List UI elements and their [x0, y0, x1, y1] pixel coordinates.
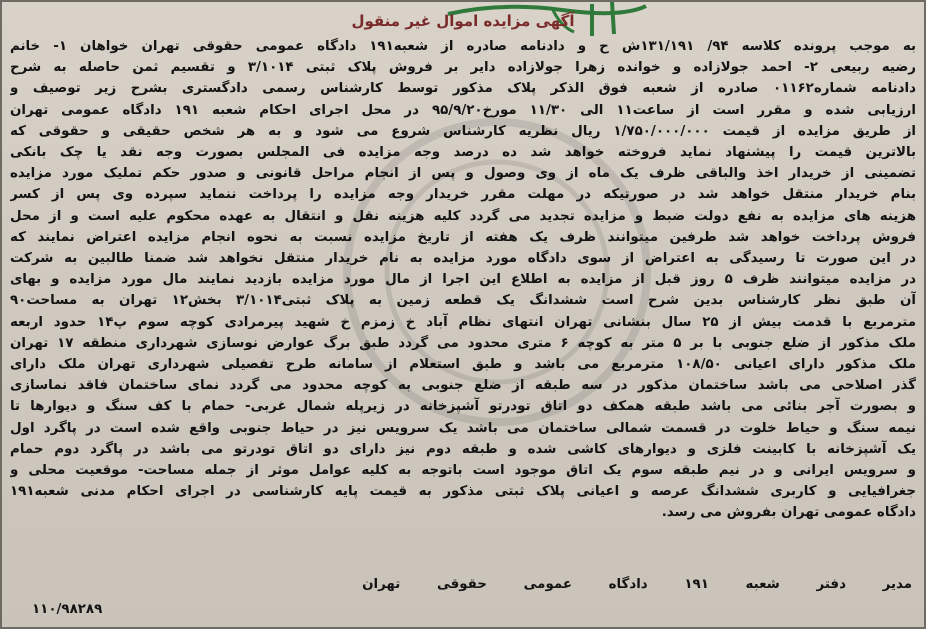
- notice-body: [10, 36, 916, 524]
- body-line: در مزایده میتوانند ظرف ۵ روز قبل از مزایده به اطلاع این اجرا از مال مورد مزایده بازدید نمایند مال مورد مزایده و بهای: [10, 272, 916, 288]
- body-line: هزینه های مزایده به نفع دولت ضبط و مزایده تجدید می گردد کلیه هزینه نقل و انتقال به عهده محکوم علیه است و از محل: [10, 208, 916, 224]
- notice-title: آگهی مزایده اموال غیر منقول: [351, 12, 575, 30]
- body-line: ملک مذکور دارای اعیانی ۱۰۸/۵۰ مترمربع می باشد و طبق استعلام از سامانه طرح تفصیلی شهرداری تهران ملک دارای: [10, 357, 916, 373]
- signature-line: [362, 577, 912, 592]
- signature-word: تهران: [362, 577, 401, 592]
- body-line: رضیه ربیعی ۲- احمد جولازاده و خوانده زهرا جولازاده دایر بر فروش پلاک ثبتی ۳/۱۰۱۴ و تقسیم ثمن حاصله به شرح: [10, 60, 916, 76]
- signature-word: ۱۹۱: [684, 577, 709, 592]
- reference-number: ۱۱۰/۹۸۲۸۹: [32, 602, 103, 617]
- body-line: نیمه سنگ و حیاط خلوت در قسمت شمالی ساختمان می باشد یک سرویس نیز در حیاط جنوبی واقع شده است در پاگرد اول: [10, 420, 916, 436]
- body-line: در این صورت تا رسیدگی به اعتراض از سوی دادگاه مورد مزایده به نام خریدار منتقل نخواهد شد ضمنا طالبین به شرکت: [10, 251, 916, 267]
- signature-word: حقوقی: [436, 577, 487, 592]
- body-line: آن طبق نظر کارشناس بدین شرح است ششدانگ یک قطعه زمین به پلاک ثبتی۳/۱۰۱۴ بخش۱۲ تهران به مساحت۹۰: [10, 293, 916, 309]
- body-line: به موجب پرونده کلاسه ۹۴/ ۱۳۱/۱۹۱ش ح و دادنامه صادره از شعبه۱۹۱ دادگاه عمومی حقوقی تهران خواهان ۱- خانم: [10, 39, 916, 54]
- body-line: جغرافیایی و کاربری ششدانگ عرصه و اعیانی پلاک ثبتی مذکور به قیمت پایه کارشناسی در اجرای احکام مدنی شعبه۱۹۱: [10, 484, 916, 500]
- body-line: مترمربع با قدمت بیش از ۲۵ سال بنشانی تهران انتهای نظام آباد خ زمزم خ شهید پیرمرادی کوچه سوم پ۱۴ حدود اربعه: [10, 314, 916, 330]
- body-line: ملک مذکور از ضلع جنوبی با بر ۵ متر به کوچه ۶ متری محدود می گردد طبق برگ عوارض نوسازی شهرداری منطقه ۱۷ تهران: [10, 335, 916, 351]
- body-line: یک آشپزخانه با کابینت فلزی و دیوارهای کاشی شده و طبقه دوم نیز دارای دو اتاق تودرتو می باشد در پاگرد دوم حمام: [10, 441, 916, 457]
- body-line: ارزیابی شده و مقرر است از ساعت۱۱ الی ۱۱/۳۰ مورخ۹۵/۹/۲۰ در محل اجرای احکام شعبه ۱۹۱ دادگاه عمومی تهران: [10, 102, 916, 118]
- body-line: بنام خریدار منتقل خواهد شد در صورتیکه در مهلت مقرر خریدار وجه مزایده را پرداخت ننماید سپرده وی پس از کسر: [10, 187, 916, 203]
- body-line: دادگاه عمومی تهران بفروش می رسد.: [661, 505, 916, 521]
- body-line: تضمینی از خریدار اخذ والباقی ظرف یک ماه از وی وصول و پس از انجام مراحل قانونی و صدور حکم تملیک مورد مزایده: [10, 166, 916, 182]
- body-line: و سرویس ایرانی و در نیم طبقه سوم یک اتاق موجود است باتوجه به کلیه عوامل موثر از جمله مساحت- موقعیت محلی و: [10, 463, 916, 479]
- signature-word: مدیر: [882, 577, 912, 592]
- body-line: فروش پرداخت خواهد شد طرفین میتوانند ظرف یک هفته از تاریخ مزایده نسبت به نحوه انجام مزایده اعتراض نمایند که: [10, 229, 916, 245]
- signature-word: دادگاه: [608, 577, 648, 592]
- body-line: از طریق مزایده از قیمت ۱/۷۵۰/۰۰۰/۰۰۰ ریال نظریه کارشناس شروع می شود و به هر شخص حقیقی و حقوقی که: [10, 123, 916, 139]
- signature-word: دفتر: [816, 577, 846, 592]
- signature-word: شعبه: [745, 577, 780, 592]
- body-line: و بصورت آجر بنائی می باشد طبقه همکف دو اتاق تودرتو آشپزخانه در زیرپله شمال غربی- حمام با کف سنگ و دیوارها تا: [10, 399, 916, 415]
- body-line: دادنامه شماره۰۱۱۶۲ صادره از شعبه فوق الذکر پلاک مذکور توسط کارشناس رسمی دادگستری بشرح زیر توصیف و: [10, 81, 916, 97]
- body-line: بالاترین قیمت را پیشنهاد نماید فروخته خواهد شد ده درصد وجه مزایده فی المجلس بصورت وجه نقد یا چک بانکی: [10, 145, 916, 161]
- body-line: گذر اصلاحی می باشد ساختمان مذکور در سه طبقه از ضلع جنوبی به کوچه محدود می گردد نمای ساختمان فاقد نماسازی: [10, 378, 916, 394]
- signature-word: عمومی: [523, 577, 572, 592]
